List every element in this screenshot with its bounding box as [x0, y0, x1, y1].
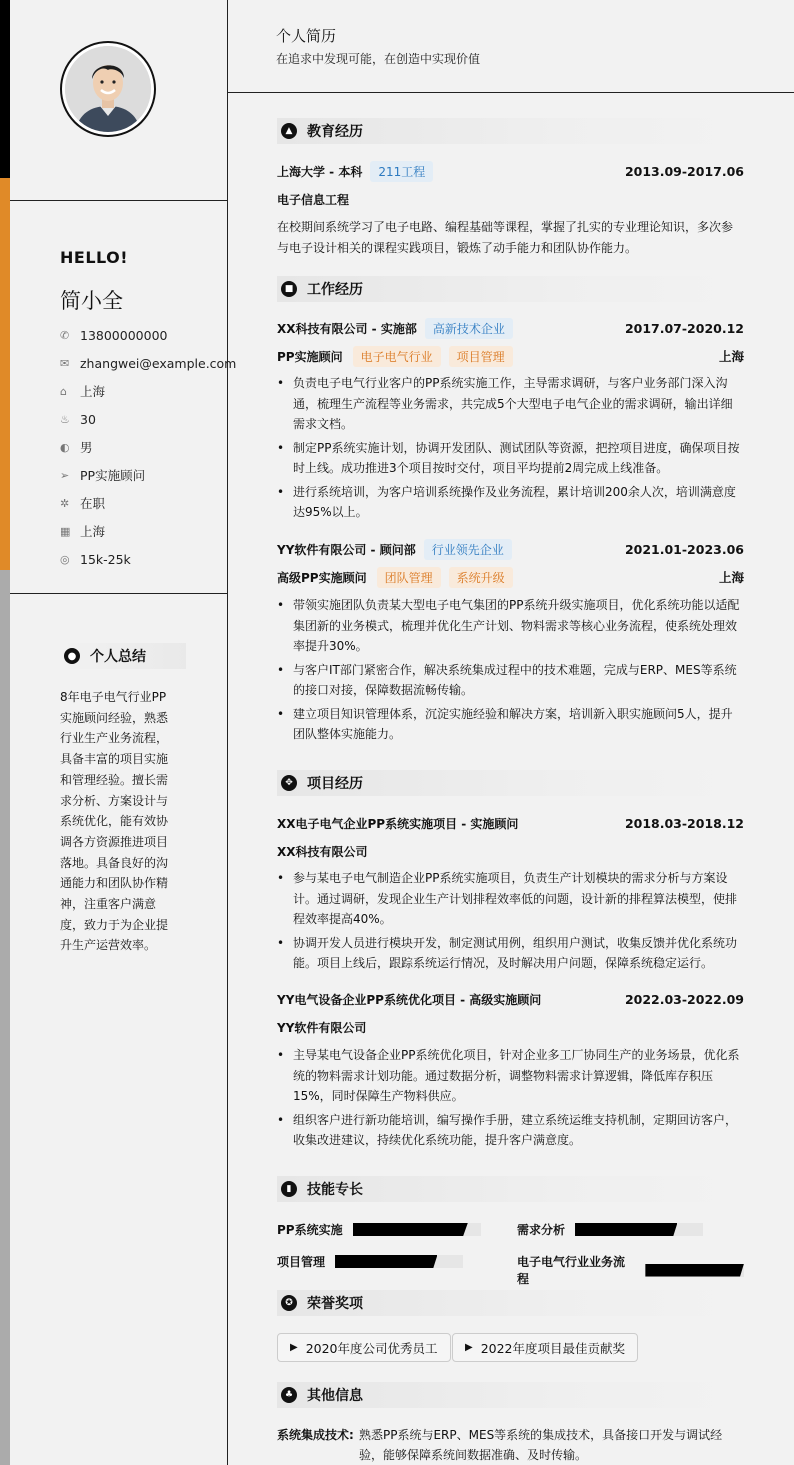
- other-label: 系统集成技术:: [277, 1428, 354, 1442]
- project-date: 2018.03-2018.12: [624, 815, 744, 831]
- company-tag: 高新技术企业: [425, 318, 513, 339]
- accent-strip-gray: [0, 570, 10, 1465]
- contact-status: ✲ 在职: [60, 496, 106, 511]
- contact-list: [60, 321, 236, 573]
- education-row: [277, 162, 744, 180]
- job-city: 上海: [718, 349, 744, 364]
- job-date: 2017.07-2020.12: [624, 320, 744, 336]
- page-header: [228, 0, 794, 93]
- bar-chart-icon: ▮: [281, 1181, 297, 1197]
- grid-icon: ✥: [281, 775, 297, 791]
- send-icon: ➢: [60, 468, 70, 482]
- skill-bar-fill: [575, 1223, 677, 1236]
- salary-icon: ◎: [60, 552, 70, 566]
- summary-heading: ● 个人总结: [60, 643, 186, 669]
- project-name: XX电子电气企业PP系统实施项目 - 实施顾问: [277, 816, 519, 831]
- project-bullets: [277, 868, 744, 977]
- job-city: 上海: [718, 570, 744, 585]
- projects-heading: ✥ 项目经历: [277, 770, 744, 796]
- project-header: [277, 814, 744, 832]
- skill-bar: [575, 1223, 703, 1236]
- project-bullets: [277, 1045, 744, 1154]
- skill-item: [517, 1221, 703, 1238]
- divider: [10, 593, 227, 594]
- education-desc: 在校期间系统学习了电子电路、编程基础等课程，掌握了扎实的专业理论知识，多次参与电子设计相关的课程实践项目，锻炼了动手能力和团队协作能力。: [277, 220, 734, 255]
- education-tag: 211工程: [370, 161, 433, 182]
- triangle-icon: ▶: [290, 1342, 298, 1353]
- job-role: PP实施顾问: [277, 349, 343, 364]
- award-chip[interactable]: ▶ 2022年度项目最佳贡献奖: [452, 1333, 638, 1362]
- contact-phone: ✆ 13800000000: [60, 327, 168, 343]
- list-item: • 带领实施团队负责某大型电子电气集团的PP系统升级实施项目，优化系统功能以适配集团新的业务模式，梳理并优化生产计划、物料需求等核心业务流程，使系统处理效率提升30%。: [277, 595, 744, 657]
- contact-hometown: ⌂ 上海: [60, 384, 106, 399]
- project-header: [277, 990, 744, 1008]
- list-item: • 协调开发人员进行模块开发，制定测试用例，组织用户测试，收集反馈并优化系统功能。项目上线后，跟踪系统运行情况，及时解决用户问题，保障系统稳定运行。: [277, 933, 744, 974]
- job-header: [277, 540, 744, 558]
- status-icon: ✲: [60, 496, 70, 510]
- education-date: 2013.09-2017.06: [624, 163, 744, 179]
- role-tag: 团队管理: [377, 567, 441, 588]
- awards-heading: ✪ 荣誉奖项: [277, 1290, 744, 1316]
- skill-bar-fill: [335, 1255, 437, 1268]
- project-date: 2022.03-2022.09: [624, 991, 744, 1007]
- accent-strip: [0, 0, 10, 1465]
- skill-item: [277, 1253, 463, 1270]
- contact-age: ♨ 30: [60, 411, 96, 427]
- avatar-photo: [65, 46, 151, 132]
- role-tag: 系统升级: [449, 567, 513, 588]
- company-tag: 行业领先企业: [424, 539, 512, 560]
- education-heading: ▲ 教育经历: [277, 118, 744, 144]
- job-bullets: [277, 373, 744, 526]
- avatar: [60, 41, 156, 137]
- skill-name: 项目管理: [277, 1255, 326, 1269]
- skill-item: [517, 1253, 744, 1287]
- skill-bar-fill: [353, 1223, 468, 1236]
- skill-name: PP系统实施: [277, 1223, 343, 1237]
- company-name: XX科技有限公司 - 实施部: [277, 321, 417, 336]
- work-heading: ■ 工作经历: [277, 276, 744, 302]
- role-tag: 项目管理: [449, 346, 513, 367]
- job-header: [277, 319, 744, 337]
- home-icon: ⌂: [60, 384, 67, 398]
- contact-position: ➢ PP实施顾问: [60, 468, 146, 483]
- other-info-row: [277, 1425, 744, 1465]
- divider: [10, 200, 227, 201]
- job-role-row: [277, 347, 744, 365]
- skill-item: [277, 1221, 481, 1238]
- skill-name: 需求分析: [517, 1223, 566, 1237]
- project-company: XX科技有限公司: [277, 844, 368, 859]
- triangle-icon: ▶: [465, 1342, 473, 1353]
- accent-strip-black: [0, 0, 10, 178]
- accent-strip-orange: [0, 178, 10, 570]
- list-item: • 建立项目知识管理体系，沉淀实施经验和解决方案，培训新入职实施顾问5人，提升团队整体实施能力。: [277, 704, 744, 745]
- building-icon: ▦: [60, 524, 71, 538]
- list-item: • 负责电子电气行业客户的PP系统实施工作，主导需求调研，与客户业务部门深入沟通，梳理生产流程等业务需求，共完成5个大型电子电气企业的需求调研，输出详细需求文档。: [277, 373, 744, 435]
- major: 电子信息工程: [277, 192, 350, 207]
- sidebar: [10, 0, 237, 1465]
- info-icon: ♣: [281, 1387, 297, 1403]
- page-title: 个人简历: [276, 27, 337, 45]
- project-name: YY电气设备企业PP系统优化项目 - 高级实施顾问: [277, 992, 542, 1007]
- cake-icon: ♨: [60, 412, 70, 426]
- contact-email: ✉ zhangwei@example.com: [60, 355, 237, 371]
- list-item: • 制定PP系统实施计划，协调开发团队、测试团队等资源，把控项目进度，确保项目按时上线。成功推进3个项目按时交付，项目平均提前2周完成上线准备。: [277, 438, 744, 479]
- skills-heading: ▮ 技能专长: [277, 1176, 744, 1202]
- project-company: YY软件有限公司: [277, 1020, 367, 1035]
- list-item: • 主导某电气设备企业PP系统优化项目，针对企业多工厂协同生产的业务场景，优化系统的物料需求计划功能。通过数据分析，调整物料需求计算逻辑，降低库存积压15%，同时保障生产物料供应。: [277, 1045, 744, 1107]
- list-item: • 与客户IT部门紧密合作，解决系统集成过程中的技术难题，完成与ERP、MES等系统的接口对接，保障数据流畅传输。: [277, 660, 744, 701]
- skill-name: 电子电气行业业务流程: [517, 1255, 626, 1286]
- contact-gender: ◐ 男: [60, 440, 93, 455]
- company-name: YY软件有限公司 - 顾问部: [277, 542, 416, 557]
- person-icon: ●: [64, 648, 80, 664]
- gender-icon: ◐: [60, 440, 70, 454]
- hello-heading: HELLO!: [60, 248, 129, 267]
- skill-bar: [645, 1264, 744, 1277]
- role-tag: 电子电气行业: [353, 346, 441, 367]
- other-heading: ♣ 其他信息: [277, 1382, 744, 1408]
- job-role: 高级PP实施顾问: [277, 570, 367, 585]
- skill-bar: [353, 1223, 481, 1236]
- award-chip[interactable]: ▶ 2020年度公司优秀员工: [277, 1333, 451, 1362]
- phone-icon: ✆: [60, 328, 70, 342]
- contact-salary: ◎ 15k-25k: [60, 551, 131, 567]
- summary-text: 8年电子电气行业PP实施顾问经验，熟悉行业生产业务流程，具备丰富的项目实施和管理经验。擅长需求分析、方案设计与系统优化，能有效协调各方资源推进项目落地。具备良好的沟通能力和团队协作精神，注重客户满意度，致力于为企业提升生产运营效率。: [60, 690, 169, 953]
- page-subtitle: 在追求中发现可能，在创造中实现价值: [276, 52, 481, 66]
- school-name: 上海大学 - 本科: [277, 164, 363, 179]
- other-text: 熟悉PP系统与ERP、MES等系统的集成技术，具备接口开发与调试经验，能够保障系统间数据准确、及时传输。: [359, 1428, 723, 1462]
- skill-bar: [335, 1255, 463, 1268]
- graduation-cap-icon: ▲: [281, 123, 297, 139]
- contact-city: ▦ 上海: [60, 524, 106, 539]
- list-item: • 参与某电子电气制造企业PP系统实施项目，负责生产计划模块的需求分析与方案设计。通过调研，发现企业生产计划排程效率低的问题，设计新的排程算法模型，使排程效率提高40%。: [277, 868, 744, 930]
- list-item: • 进行系统培训，为客户培训系统操作及业务流程，累计培训200余人次，培训满意度达95%以上。: [277, 482, 744, 523]
- medal-icon: ✪: [281, 1295, 297, 1311]
- list-item: • 组织客户进行新功能培训，编写操作手册，建立系统运维支持机制，定期回访客户，收集改进建议，持续优化系统功能，提升客户满意度。: [277, 1110, 744, 1151]
- briefcase-icon: ■: [281, 281, 297, 297]
- mail-icon: ✉: [60, 356, 70, 370]
- skill-bar-fill: [645, 1264, 744, 1277]
- person-name: 简小全: [60, 289, 123, 313]
- job-role-row: [277, 568, 744, 586]
- job-date: 2021.01-2023.06: [624, 541, 744, 557]
- job-bullets: [277, 595, 744, 748]
